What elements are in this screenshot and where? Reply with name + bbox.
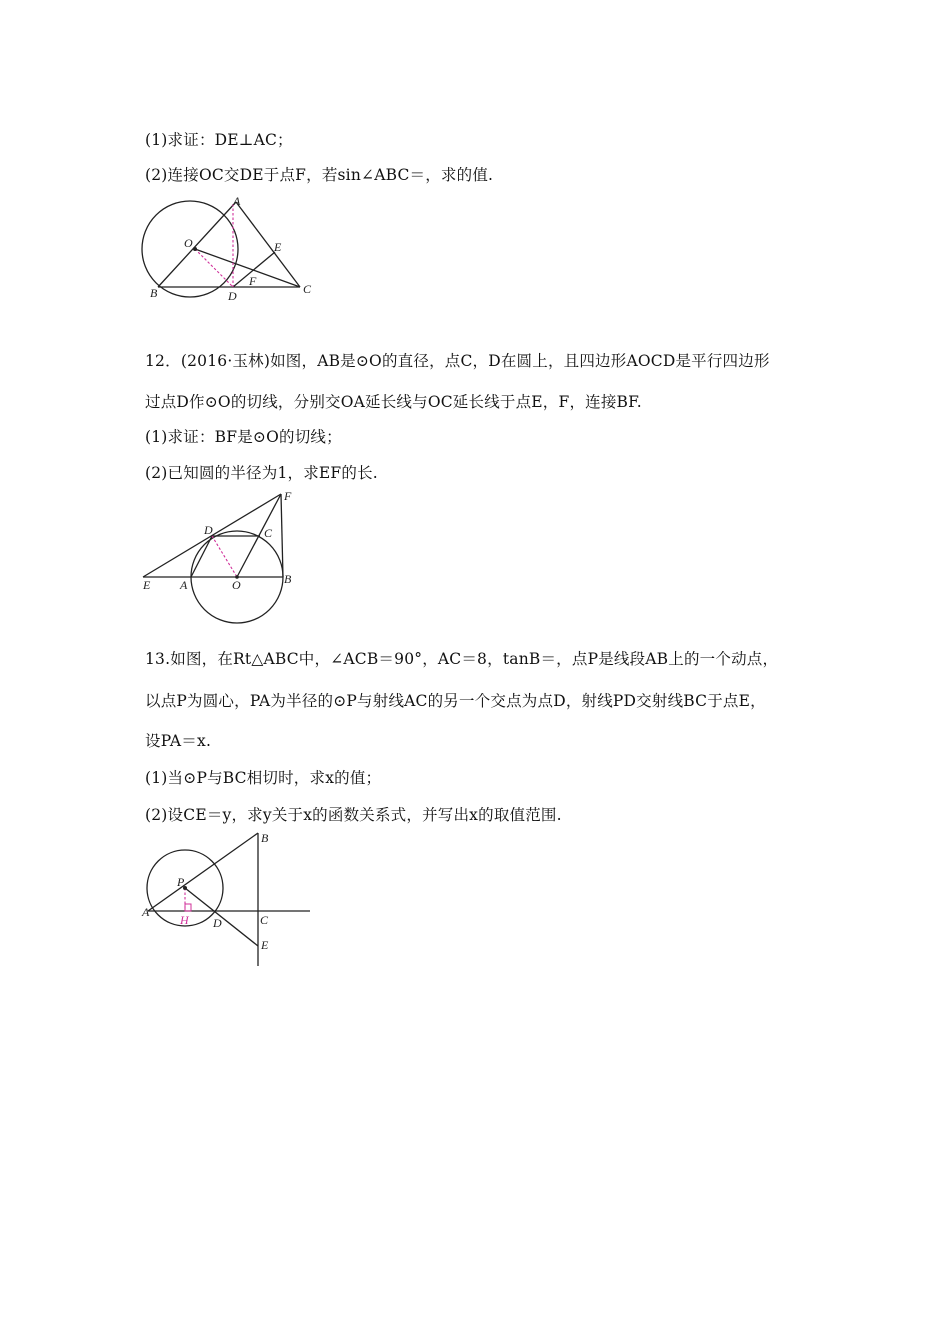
p12-label-c: C: [264, 526, 273, 540]
p12-label-o: O: [232, 578, 241, 592]
p11-figure: [140, 195, 320, 305]
p13-stem-line-3: 设PA＝x.: [145, 732, 212, 750]
p12-stem-line-2: 过点D作⊙O的切线，分别交OA延长线与OC延长线于点E，F，连接BF.: [145, 393, 642, 411]
p11-label-b: B: [150, 286, 158, 300]
p13-label-b: B: [261, 831, 269, 845]
p11-label-o: O: [184, 236, 193, 250]
p13-label-a: A: [142, 905, 150, 919]
p12-label-a: A: [180, 578, 188, 592]
p12-stem-line-1: 12．(2016·玉林)如图，AB是⊙O的直径，点C，D在圆上，且四边形AOCD是平行四边形: [145, 352, 770, 370]
p11-label-a: A: [233, 194, 241, 208]
p11-label-e: E: [274, 240, 282, 254]
p12-label-f: F: [284, 489, 292, 503]
p13-question-2: (2)设CE＝y，求y关于x的函数关系式，并写出x的取值范围.: [145, 806, 562, 824]
p11-question-1: (1)求证：DE⊥AC；: [145, 131, 293, 149]
p13-stem-line-1: 13.如图，在Rt△ABC中，∠ACB＝90°，AC＝8，tanB＝，点P是线段AB上的一个动点，: [145, 650, 779, 668]
p12-label-e: E: [143, 578, 151, 592]
p12-question-2: (2)已知圆的半径为1，求EF的长.: [145, 464, 378, 482]
p13-label-h: H: [180, 913, 189, 927]
p13-label-d: D: [213, 916, 222, 930]
p12-label-d: D: [204, 523, 213, 537]
p11-label-d: D: [228, 289, 237, 303]
p13-question-1: (1)当⊙P与BC相切时，求x的值；: [145, 769, 382, 787]
p11-label-c: C: [303, 282, 312, 296]
p13-label-c: C: [260, 913, 269, 927]
p11-label-f: F: [249, 274, 257, 288]
p13-label-p: P: [177, 875, 185, 889]
p13-label-e: E: [261, 938, 269, 952]
p11-question-2: (2)连接OC交DE于点F，若sin∠ABC＝，求的值.: [145, 166, 494, 184]
p12-label-b: B: [284, 572, 292, 586]
p13-stem-line-2: 以点P为圆心，PA为半径的⊙P与射线AC的另一个交点为点D，射线PD交射线BC于点E，: [145, 692, 766, 710]
p13-figure: [140, 828, 320, 973]
p12-question-1: (1)求证：BF是⊙O的切线；: [145, 428, 342, 446]
p12-figure: [140, 488, 320, 623]
